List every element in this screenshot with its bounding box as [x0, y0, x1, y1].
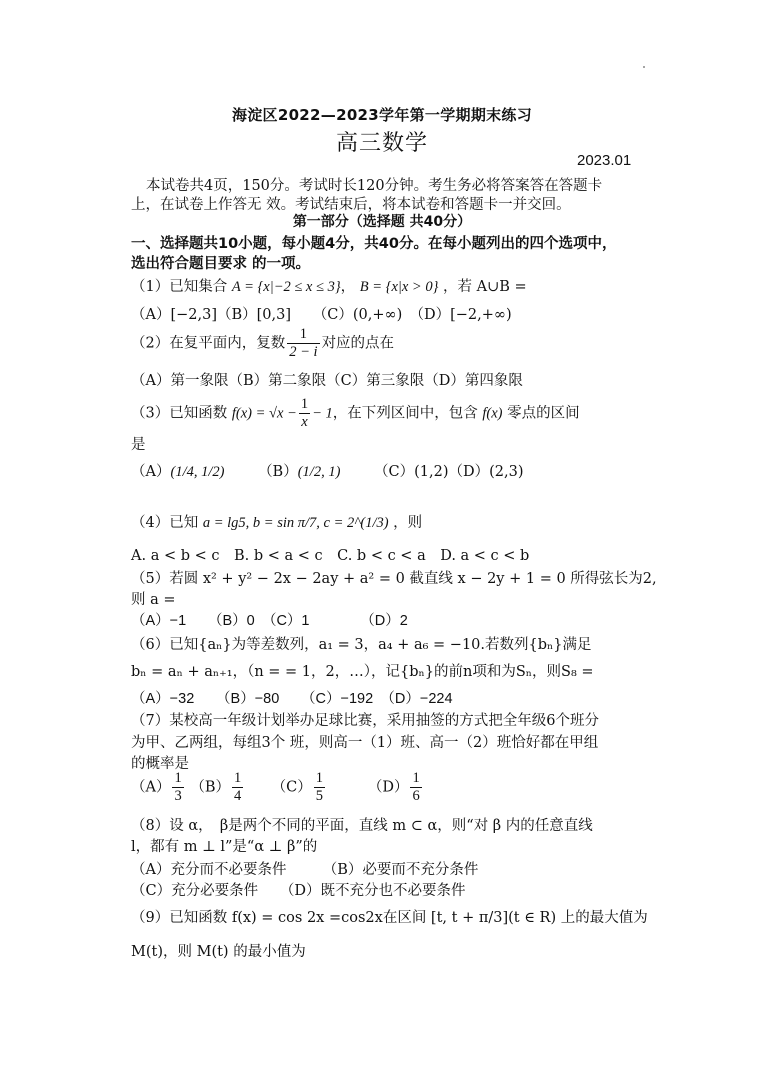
exam-date: 2023.01 — [577, 152, 632, 169]
question-2-options: （A）第一象限（B）第二象限（C）第三象限（D）第四象限 — [131, 373, 523, 389]
question-7-stem-1: （7）某校高一年级计划举办足球比赛，采用抽签的方式把全年级6个班分 — [131, 713, 599, 729]
q7-opt-a-den: 3 — [174, 788, 182, 804]
question-8-stem-1: （8）设 α， β是两个不同的平面，直线 m ⊂ α，则“对 β 内的任意直线 — [131, 818, 593, 834]
q3-prefix: （3）已知函数 — [131, 405, 228, 422]
q3-suffix: 零点的区间 — [507, 405, 580, 422]
q4-suffix: ，则 — [393, 515, 423, 531]
q7-opt-d-den: 6 — [412, 788, 420, 804]
question-6-stem: （6）已知{aₙ}为等差数列，a₁ = 3，a₄ + a₆ = −10.若数列{bₙ}满足 — [131, 637, 592, 653]
question-4-options: A. a < b < c B. b < a < c C. b < c < a D. a < c < b — [131, 548, 530, 564]
exam-title: 海淀区2022—2023学年第一学期期末练习 — [231, 106, 533, 124]
q3-opt-a-value: (1/4, 1/2) — [170, 464, 225, 480]
q7-opt-a-num: 1 — [174, 770, 182, 786]
q2-prefix: （2）在复平面内，复数 — [131, 335, 286, 352]
question-7-stem-2: 为甲、乙两组，每组3个 班，则高一（1）班、高一（2）班恰好都在甲组 — [131, 735, 599, 751]
question-2-stem — [131, 326, 394, 361]
q1-set-a: A = {x|−2 ≤ x ≤ 3} — [231, 279, 341, 295]
q3-frac-den: x — [301, 414, 308, 430]
q7-opt-b-num: 1 — [234, 770, 242, 786]
section-instruction-1: 一、选择题共10小题，每小题4分，共40分。在每小题列出的四个选项中， — [131, 236, 617, 252]
q7-opt-c-num: 1 — [315, 770, 323, 786]
q3-func-tail: − 1 — [312, 405, 333, 422]
question-1-stem: （1）已知集合 A = {x|−2 ≤ x ≤ 3}， B = {x|x > 0} ，若 A∪B = — [131, 279, 527, 295]
question-1-options: （A）[−2,3]（B）[0,3] （C）(0,+∞) （D）[−2,+∞) — [131, 307, 512, 323]
q7-opt-d-num: 1 — [412, 770, 420, 786]
q7-opt-d-label: （D） — [331, 779, 409, 796]
q7-opt-a-label: （A） — [131, 779, 171, 796]
question-5-stem: （5）若圆 x² + y² − 2x − 2ay + a² = 0 截直线 x − 2y + 1 = 0 所得弦长为2, — [131, 571, 657, 587]
part1-heading: 第一部分（选择题 共40分） — [292, 214, 472, 230]
intro-line-2: 上，在试卷上作答无 效。考试结束后，将本试卷和答题卡一并交回。 — [131, 197, 571, 213]
q7-opt-a-frac — [172, 770, 183, 805]
q7-opt-b-label: （B） — [190, 779, 230, 796]
q3-opt-b-label: （B） — [258, 464, 298, 480]
speck-mark — [643, 66, 645, 68]
q3-opt-cd: （C）(1,2)（D）(2,3) — [374, 464, 524, 480]
question-9-stem-2: M(t)，则 M(t) 的最小值为 — [131, 944, 306, 960]
q4-expression: a = lg5, b = sin π/7, c = 2^(1/3) — [202, 515, 389, 531]
q3-opt-a-label: （A） — [131, 464, 171, 480]
question-3-options — [131, 460, 523, 481]
question-3-stem-cont: 是 — [131, 437, 146, 453]
q1-prefix: （1）已知集合 — [131, 279, 228, 295]
q2-suffix: 对应的点在 — [321, 335, 395, 352]
q4-prefix: （4）已知 — [131, 515, 199, 531]
q7-opt-d-frac — [410, 770, 421, 805]
q1-set-b: B = {x|x > 0} — [359, 279, 439, 295]
q3-fx: f(x) — [482, 405, 503, 422]
q3-frac-num: 1 — [300, 396, 309, 412]
question-5-options: （A）−1 （B）0 （C）1 （D）2 — [131, 613, 408, 629]
question-7-stem-3: 的概率是 — [131, 756, 189, 772]
q2-frac-den: 2 − i — [289, 344, 318, 360]
q7-opt-b-frac — [232, 770, 243, 805]
q7-opt-b-den: 4 — [234, 788, 242, 804]
question-6-stem-cont: bₙ = aₙ + aₙ₊₁，（n = = 1，2，…），记{bₙ}的前n项和为Sₙ，则S₈ = — [131, 664, 594, 680]
q3-mid: ，在下列区间中，包含 — [332, 405, 478, 422]
subject-title: 高三数学 — [335, 131, 428, 156]
q7-opt-c-frac — [314, 770, 325, 805]
question-6-options: （A）−32 （B）−80 （C）−192 （D）−224 — [131, 691, 453, 707]
intro-line-1: 本试卷共4页，150分。考试时长120分钟。考生务必将答案答在答题卡 — [146, 178, 603, 194]
q3-fraction — [299, 396, 310, 431]
question-9-stem-1: （9）已知函数 f(x) = cos 2x =cos2x在区间 [t, t + π/3](t ∈ R) 上的最大值为 — [131, 910, 648, 926]
question-4-stem — [131, 511, 422, 532]
q1-suffix: ，若 A∪B = — [443, 279, 527, 295]
q2-frac-num: 1 — [287, 326, 319, 344]
question-5-stem-cont: 则 a = — [131, 592, 176, 608]
q3-opt-b-value: (1/2, 1) — [297, 464, 341, 480]
question-8-options-2: （C）充分必要条件 （D）既不充分也不必要条件 — [131, 883, 466, 899]
question-8-options-1: （A）充分而不必要条件 （B）必要而不充分条件 — [131, 862, 479, 878]
q2-fraction — [287, 326, 319, 361]
q7-opt-c-den: 5 — [315, 788, 323, 804]
q3-func: f(x) = √x − — [231, 405, 297, 422]
question-7-options — [131, 770, 424, 805]
section-instruction-2: 选出符合题目要求 的一项。 — [131, 256, 311, 272]
q7-opt-c-label: （C） — [249, 779, 312, 796]
question-3-stem — [131, 396, 580, 431]
question-8-stem-2: l，都有 m ⊥ l”是“α ⊥ β”的 — [131, 839, 318, 855]
